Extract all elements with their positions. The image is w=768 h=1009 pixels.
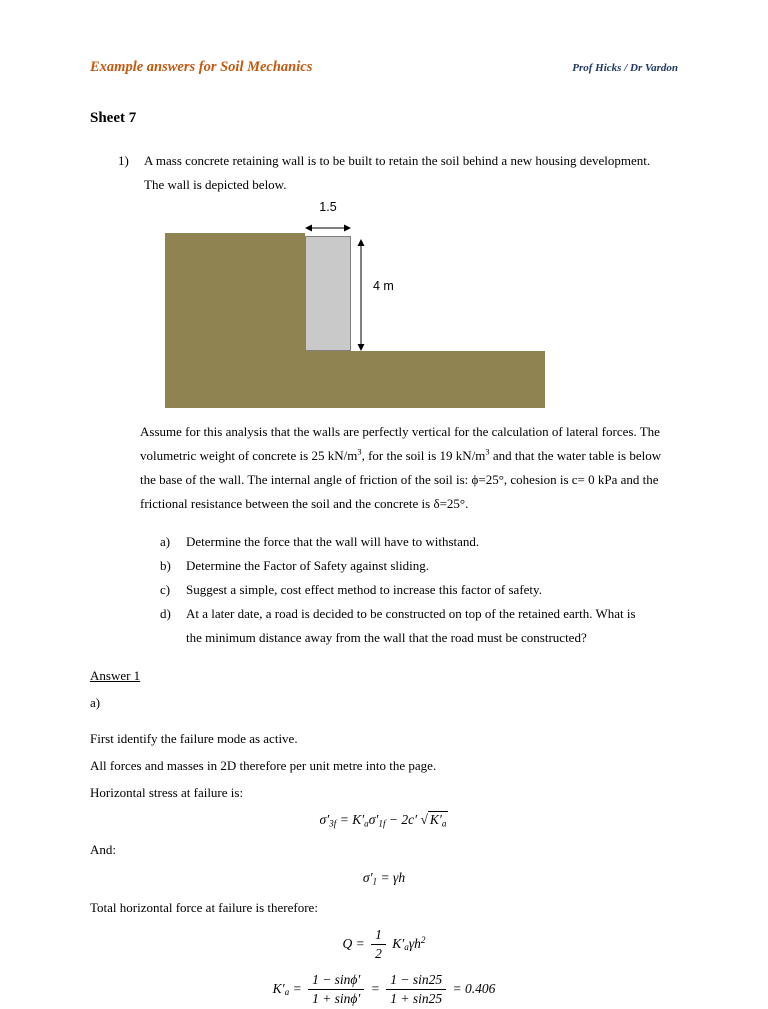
assumptions-text-2: , for the soil is 19 kN/m: [361, 447, 486, 463]
question-intro-text: A mass concrete retaining wall is to be built to retain the soil behind a new housing development. The wall is depicted below.: [144, 152, 651, 192]
document-header: [90, 54, 678, 81]
subquestion-label: d): [160, 605, 171, 621]
wall-width-label: 1.5: [319, 199, 337, 214]
subquestion-text: At a later date, a road is decided to be constructed on top of the retained earth. What is the minimum distance away from the wall that the road must be constructed?: [186, 605, 636, 646]
soil-block-bottom: [165, 351, 545, 408]
question-1: [90, 149, 678, 651]
answer-heading: Answer 1: [90, 668, 141, 684]
subquestion-label: c): [160, 581, 171, 597]
wall-height-label: 4 m: [373, 278, 394, 293]
document-title: Example answers for Soil Mechanics: [90, 59, 313, 75]
equation-sigma3f: σ′3f = K′aσ′1f − 2c′ √ K′a: [319, 812, 447, 829]
document-credits: Prof Hicks / Dr Vardon: [572, 62, 678, 74]
answer-total-label: Total horizontal force at failure is therefore:: [90, 899, 318, 915]
question-number: 1): [118, 152, 129, 168]
assumptions-text-3: and that the water table is below the base of the wall. The internal angle of friction of the soil is: ϕ=25°, cohesion is c= 0 kPa and the frictional resistance between the soil and the concrete is δ=25°.: [140, 447, 662, 511]
answer-line-3: Horizontal stress at failure is:: [90, 785, 244, 801]
subquestion-text: Determine the Factor of Safety against sliding.: [186, 557, 429, 573]
question-intro-row: [118, 149, 678, 197]
subquestion-d: [160, 602, 678, 650]
subquestion-text: Suggest a simple, cost effect method to increase this factor of safety.: [186, 581, 542, 597]
answer-line-1: First identify the failure mode as active.: [90, 731, 298, 747]
answer-line-2: All forces and masses in 2D therefore per unit metre into the page.: [90, 758, 437, 774]
concrete-wall: [305, 236, 351, 351]
equation-sigma1: σ′1 = γh: [362, 869, 406, 886]
subquestion-label: b): [160, 557, 171, 573]
height-dimension-arrow-icon: [356, 239, 366, 351]
answer-part-label: a): [90, 695, 101, 711]
width-dimension-arrow-icon: [305, 223, 351, 233]
retaining-wall-figure: [165, 199, 635, 408]
equation-q: Q = $\frac{1}{2}$ K′aγh$^2$: [342, 926, 426, 961]
answer-and-label: And:: [90, 842, 116, 858]
assumptions-paragraph: [140, 420, 664, 516]
subquestion-a: [160, 530, 678, 554]
answer-section: [90, 664, 678, 1008]
superscript-3: 3: [485, 446, 490, 457]
equation-ka: K′a = $\frac{1 - \sin\phi'}{1 + \sin\phi'}$ = $\frac{1 - \sin 25}{1 + \sin 25}$ = 0.406: [272, 972, 496, 1007]
soil-block-left: [165, 233, 305, 351]
subquestion-text: Determine the force that the wall will have to withstand.: [186, 533, 480, 549]
sheet-title: Sheet 7: [90, 109, 137, 126]
subquestion-label: a): [160, 533, 171, 549]
superscript-3: 3: [357, 446, 362, 457]
subquestion-c: [160, 578, 678, 602]
assumptions-text-1: Assume for this analysis that the walls are perfectly vertical for the calculation of lateral forces. The volumetric weight of concrete is 25 kN/m: [140, 423, 660, 463]
subquestion-b: [160, 554, 678, 578]
subquestions-list: [160, 530, 678, 650]
